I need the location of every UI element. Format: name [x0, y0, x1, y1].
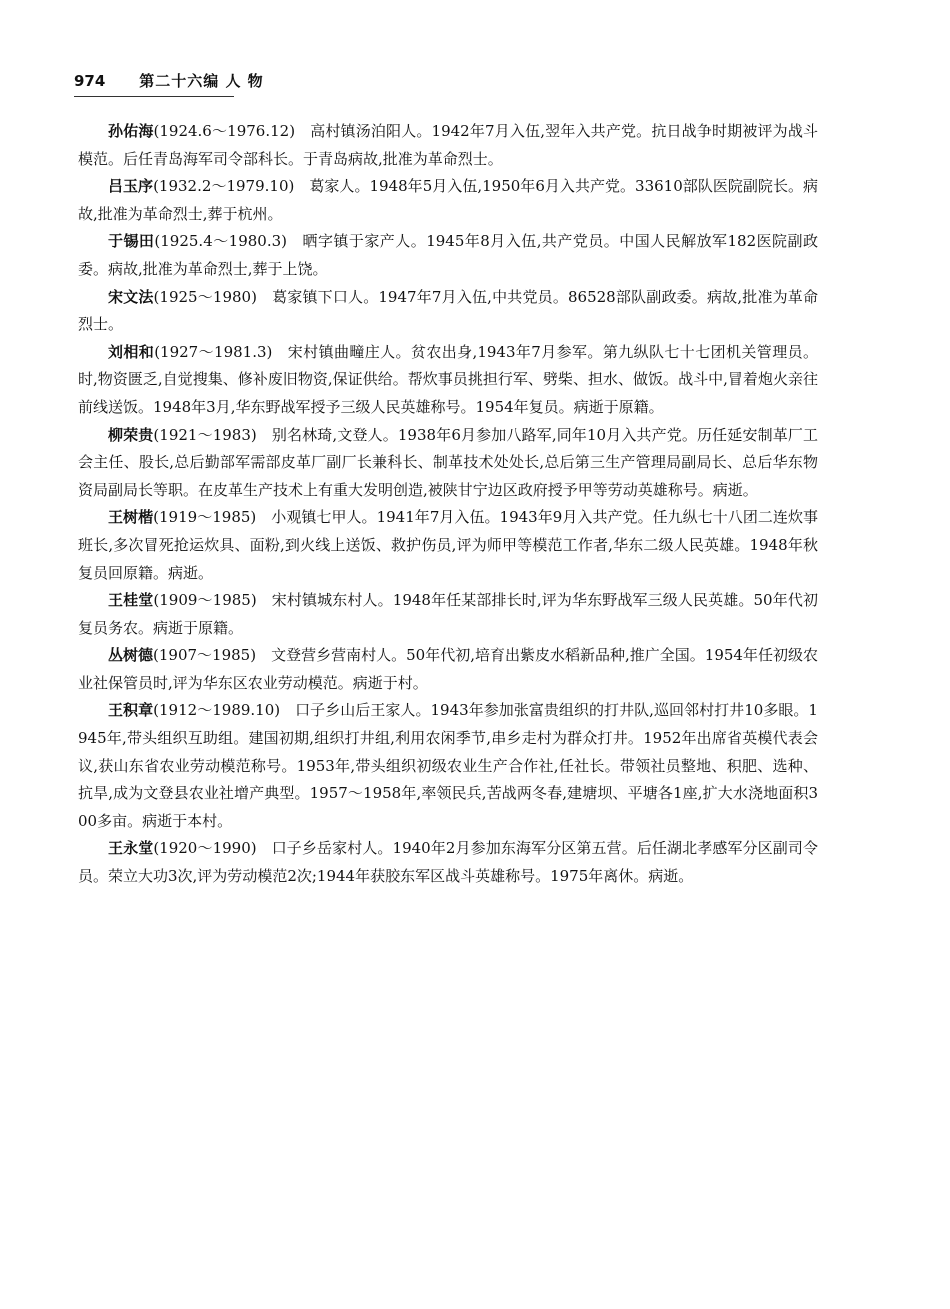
entry-name: 王树楷 — [108, 508, 154, 527]
biography-entry — [78, 228, 818, 283]
entry-name: 于锡田 — [108, 232, 155, 251]
entry-dates: (1912～1989.10) — [153, 701, 281, 720]
entry-text: 宋村镇曲疃庄人。贫农出身,1943年7月参军。第九纵队七十七团机关管理员。时,物资匮乏,自觉搜集、修补废旧物资,保证供给。帮炊事员挑担行军、劈柴、担水、做饭。战斗中,冒着炮火亲往前线送饭。1948年3月,华东野战军授予三级人民英雄称号。1954年复员。病逝于原籍。 — [78, 342, 818, 416]
entry-dates: (1921～1983) — [153, 425, 257, 444]
entry-name: 柳荣贵 — [108, 425, 154, 444]
entry-name: 宋文法 — [108, 287, 154, 306]
biography-entry — [78, 642, 818, 697]
biography-entry — [78, 173, 818, 228]
running-header — [74, 70, 314, 98]
biography-entries — [78, 118, 818, 891]
biography-entry — [78, 587, 818, 642]
entry-name: 吕玉序 — [108, 177, 154, 196]
page-number: 974 — [74, 72, 106, 90]
entry-text: 口子乡岳家村人。1940年2月参加东海军分区第五营。后任湖北孝感军分区副司令员。荣立大功3次,评为劳动模范2次;1944年获胶东军区战斗英雄称号。1975年离休。病逝。 — [78, 839, 818, 886]
entry-dates: (1909～1985) — [153, 591, 257, 610]
header-rule — [74, 96, 234, 97]
entry-name: 孙佑海 — [108, 122, 154, 140]
entry-name: 刘相和 — [108, 342, 155, 361]
entry-dates: (1907～1985) — [153, 646, 257, 665]
biography-entry — [78, 339, 818, 422]
entry-text: 葛家镇下口人。1947年7月入伍,中共党员。86528部队副政委。病故,批准为革命烈士。 — [78, 287, 818, 334]
biography-entry — [78, 422, 818, 505]
entry-text: 葛家人。1948年5月入伍,1950年6月入共产党。33610部队医院副院长。病故,批准为革命烈士,葬于杭州。 — [78, 177, 818, 223]
entry-text: 晒字镇于家产人。1945年8月入伍,共产党员。中国人民解放军182医院副政委。病故,批准为革命烈士,葬于上饶。 — [78, 232, 818, 278]
entry-text: 小观镇七甲人。1941年7月入伍。1943年9月入共产党。任九纵七十八团二连炊事班长,多次冒死抢运炊具、面粉,到火线上送饭、救护伤员,评为师甲等模范工作者,华东二级人民英雄。1948年秋复员回原籍。病逝。 — [78, 508, 818, 582]
biography-entry — [78, 118, 818, 173]
entry-dates: (1925～1980) — [153, 287, 257, 306]
biography-entry — [78, 504, 818, 587]
entry-name: 王积章 — [108, 701, 154, 720]
entry-text: 高村镇汤泊阳人。1942年7月入伍,翌年入共产党。抗日战争时期被评为战斗模范。后任青岛海军司令部科长。于青岛病故,批准为革命烈士。 — [78, 122, 818, 168]
entry-name: 王桂堂 — [108, 591, 154, 610]
entry-dates: (1932.2～1979.10) — [153, 177, 295, 196]
entry-text: 文登营乡营南村人。50年代初,培育出紫皮水稻新品种,推广全国。1954年任初级农业社保管员时,评为华东区农业劳动模范。病逝于村。 — [78, 646, 818, 692]
entry-name: 王永堂 — [108, 839, 154, 858]
entry-dates: (1920～1990) — [153, 839, 257, 858]
entry-text: 别名林琦,文登人。1938年6月参加八路军,同年10月入共产党。历任延安制革厂工会主任、股长,总后勤部军需部皮革厂副厂长兼科长、制革技术处处长,总后第三生产管理局副局长、总后华东物资局副局长等职。在皮革生产技术上有重大发明创造,被陕甘宁边区政府授予甲等劳动英雄称号。病逝。 — [78, 425, 818, 499]
entry-name: 丛树德 — [108, 646, 154, 665]
entry-dates: (1927～1981.3) — [154, 342, 273, 361]
entry-dates: (1925.4～1980.3) — [154, 232, 288, 251]
entry-text: 宋村镇城东村人。1948年任某部排长时,评为华东野战军三级人民英雄。50年代初复员务农。病逝于原籍。 — [78, 591, 818, 637]
entry-dates: (1924.6～1976.12) — [153, 122, 296, 140]
section-title: 第二十六编 人 物 — [139, 72, 264, 90]
biography-entry — [78, 284, 818, 339]
entry-text: 口子乡山后王家人。1943年参加张富贵组织的打井队,巡回邻村打井10多眼。1945年,带头组织互助组。建国初期,组织打井组,利用农闲季节,串乡走村为群众打井。1952年出席省英模代表会议,获山东省农业劳动模范称号。1953年,带头组织初级农业生产合作社,任社长。带领社员整地、积肥、选种、抗旱,成为文登县农业社增产典型。1957～1958年,率领民兵,苦战两冬春,建塘坝、平塘各1座,扩大水浇地面积300多亩。病逝于本村。 — [78, 701, 818, 830]
biography-entry — [78, 697, 818, 835]
entry-dates: (1919～1985) — [153, 508, 257, 527]
biography-entry — [78, 835, 818, 890]
